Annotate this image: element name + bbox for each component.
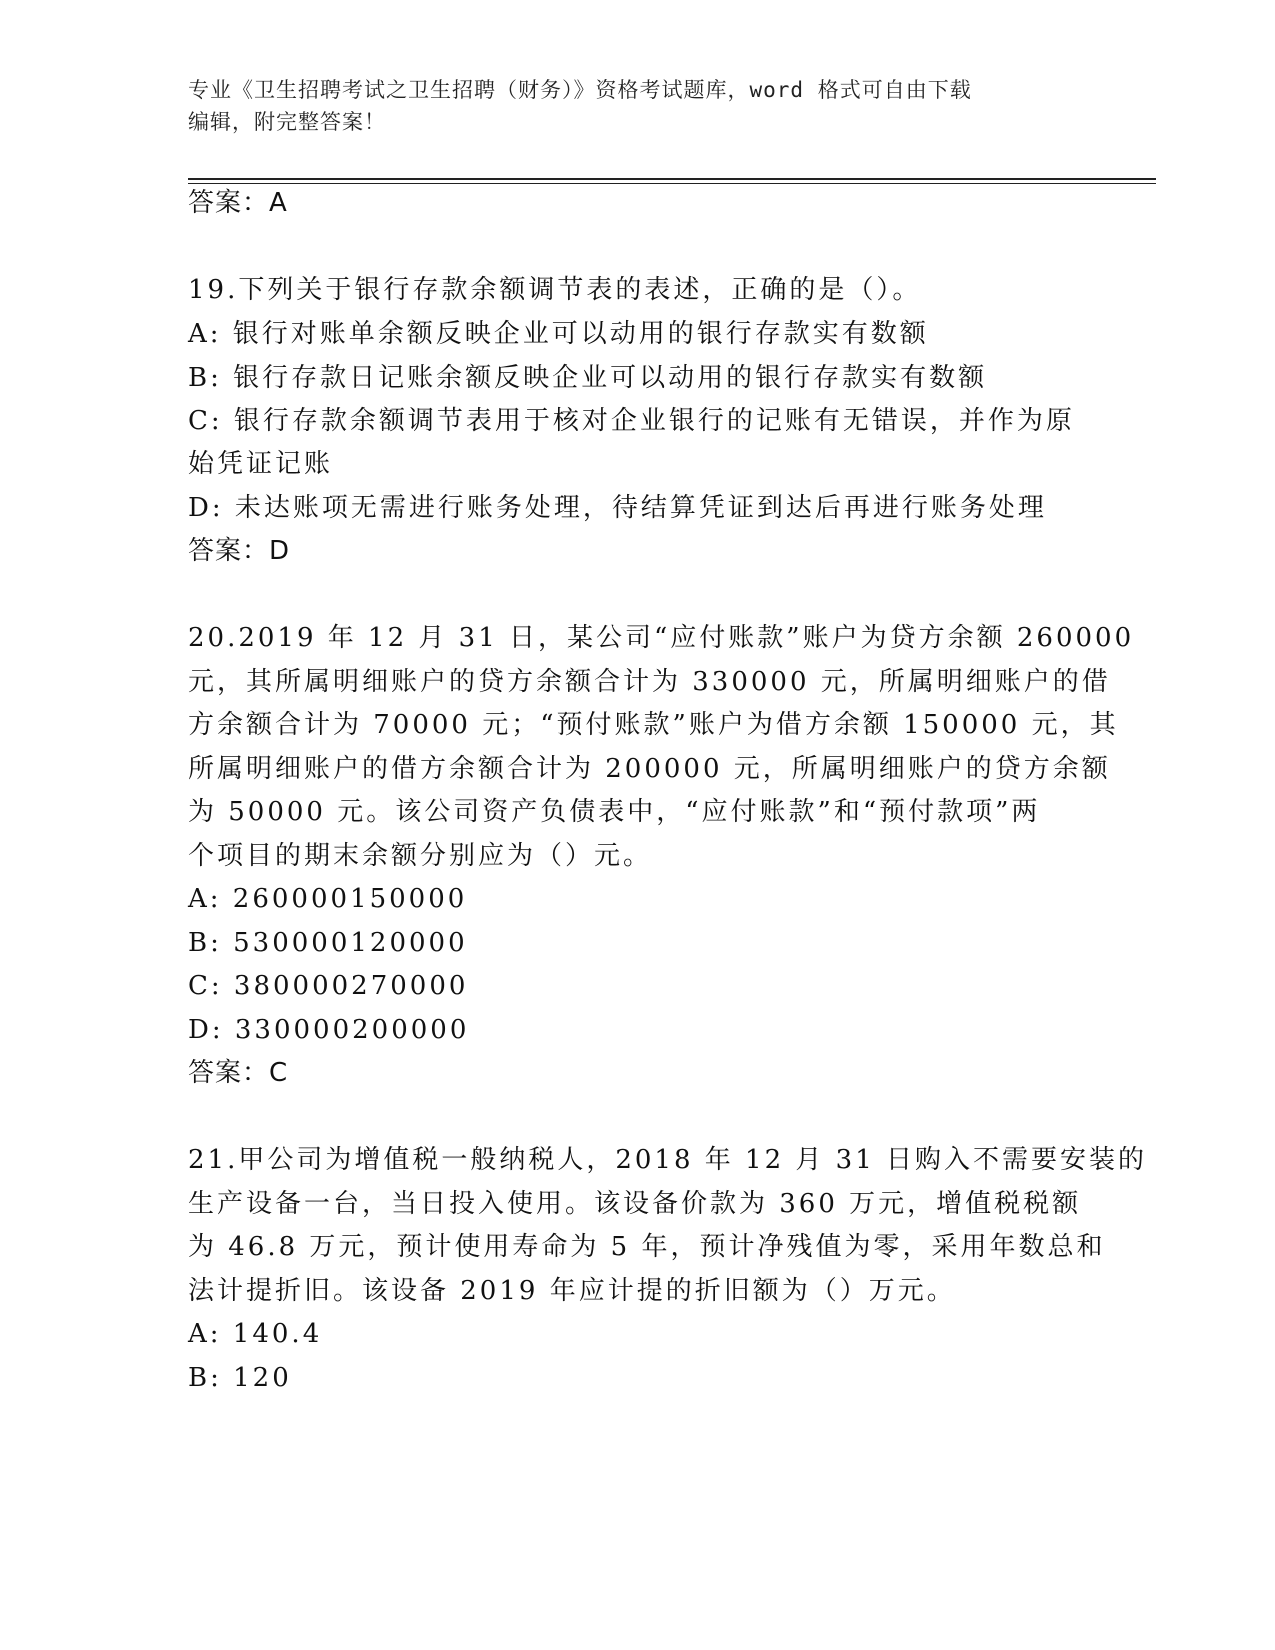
question-19-stem: 19.下列关于银行存款余额调节表的表述，正确的是（）。 bbox=[188, 275, 922, 305]
header-divider-thick bbox=[188, 178, 1156, 180]
question-21-stem-line: 生产设备一台，当日投入使用。该设备价款为 360 万元，增值税税额 bbox=[188, 1189, 1082, 1219]
question-20-option-a: A: 260000150000 bbox=[188, 884, 468, 914]
question-19-option-d: D: 未达账项无需进行账务处理，待结算凭证到达后再进行账务处理 bbox=[188, 493, 1047, 523]
question-20-stem-line: 20.2019 年 12 月 31 日，某公司“应付账款”账户为贷方余额 260000 bbox=[188, 623, 1135, 653]
answer-q20: 答案：C bbox=[188, 1058, 289, 1088]
question-19-option-c: C: 银行存款余额调节表用于核对企业银行的记账有无错误，并作为原 bbox=[188, 406, 1075, 436]
question-20-option-c: C: 380000270000 bbox=[188, 971, 469, 1001]
question-21-stem-line: 法计提折旧。该设备 2019 年应计提的折旧额为（）万元。 bbox=[188, 1276, 956, 1306]
question-21-stem-line: 21.甲公司为增值税一般纳税人，2018 年 12 月 31 日购入不需要安装的 bbox=[188, 1145, 1148, 1175]
question-20-stem-line: 方余额合计为 70000 元；“预付账款”账户为借方余额 150000 元，其 bbox=[188, 710, 1119, 740]
header-line-2: 编辑，附完整答案！ bbox=[188, 110, 386, 134]
question-21-stem-line: 为 46.8 万元，预计使用寿命为 5 年，预计净残值为零，采用年数总和 bbox=[188, 1232, 1106, 1262]
question-19-option-c-cont: 始凭证记账 bbox=[188, 449, 334, 479]
question-20-stem-line: 个项目的期末余额分别应为（）元。 bbox=[188, 841, 653, 871]
header-line-1: 专业《卫生招聘考试之卫生招聘（财务）》资格考试题库，word 格式可自由下载 bbox=[188, 78, 972, 102]
header-divider-thin bbox=[188, 183, 1156, 184]
document-header bbox=[188, 74, 1078, 138]
question-20-stem-line: 元，其所属明细账户的贷方余额合计为 330000 元，所属明细账户的借 bbox=[188, 667, 1111, 697]
question-20-option-d: D: 330000200000 bbox=[188, 1015, 470, 1045]
question-20-stem-line: 为 50000 元。该公司资产负债表中，“应付账款”和“预付款项”两 bbox=[188, 797, 1041, 827]
question-19-option-a: A: 银行对账单余额反映企业可以动用的银行存款实有数额 bbox=[188, 319, 929, 349]
question-20-option-b: B: 530000120000 bbox=[188, 928, 468, 958]
answer-q19: 答案：D bbox=[188, 536, 291, 566]
question-21-option-b: B: 120 bbox=[188, 1363, 292, 1393]
question-21-option-a: A: 140.4 bbox=[188, 1319, 323, 1349]
question-20-stem-line: 所属明细账户的借方余额合计为 200000 元，所属明细账户的贷方余额 bbox=[188, 754, 1111, 784]
answer-q18: 答案：A bbox=[188, 188, 288, 218]
question-19-option-b: B: 银行存款日记账余额反映企业可以动用的银行存款实有数额 bbox=[188, 363, 988, 393]
